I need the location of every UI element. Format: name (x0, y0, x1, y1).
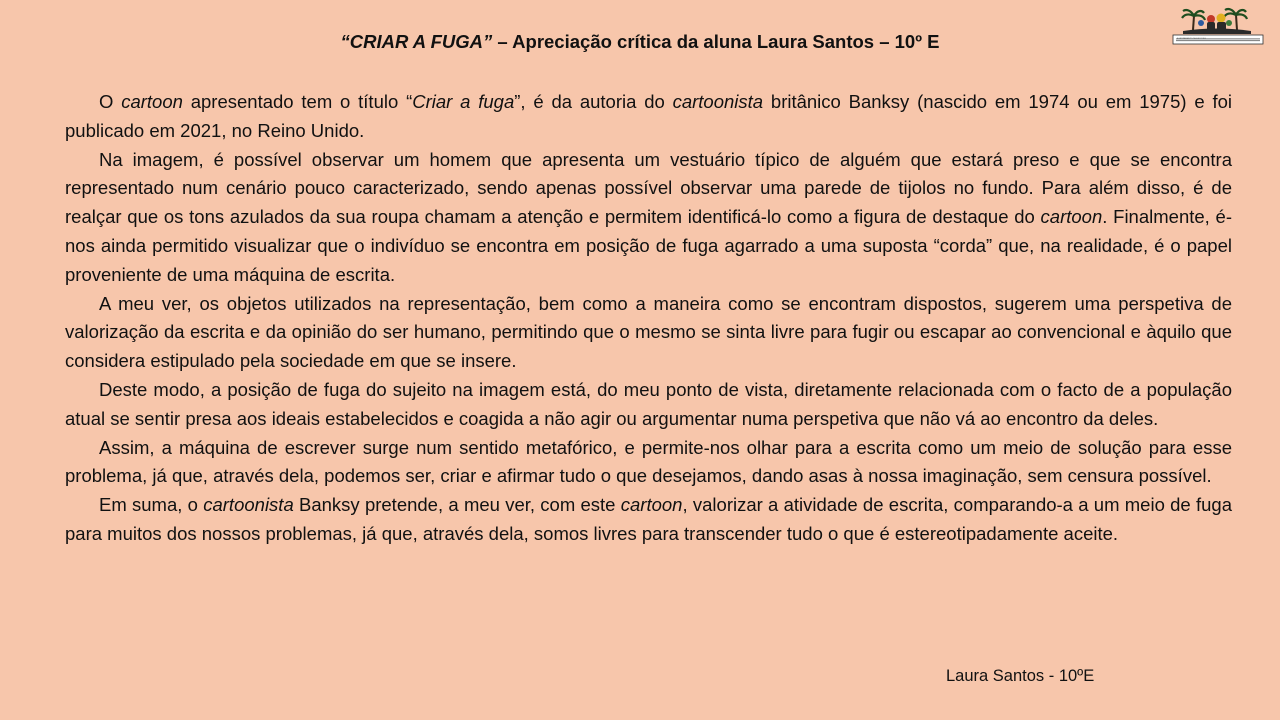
paragraph-2 (65, 146, 1232, 290)
paragraph-5 (65, 434, 1232, 492)
title-italic: “CRIAR A FUGA” (340, 31, 493, 52)
text-run: , valorizar a atividade de escrita, comparando-a a um meio de fuga para muitos dos nossos problemas, já que, através dela, somos livres para transcender tudo o que é estereotipadamente aceite. (65, 494, 1232, 544)
text-run: A meu ver, os objetos utilizados na representação, bem como a maneira como se encontram dispostos, sugerem uma perspetiva de valorização da escrita e da opinião do ser humano, permitindo que o mesmo se sinta livre para fugir ou escapar ao convencional e àquilo que considera estipulado pela sociedade em que se insere. (65, 292, 1232, 372)
text-run: apresentado tem o título “ (182, 91, 413, 112)
italic-term: cartoonista (203, 494, 294, 516)
page-title (0, 31, 1280, 53)
author-signature: Laura Santos - 10ºE (946, 667, 1095, 685)
body-text (65, 88, 1232, 549)
title-rest: – Apreciação crítica da aluna Laura Santos – 10º E (492, 31, 940, 52)
text-run: . Finalmente, é-nos ainda permitido visualizar que o indivíduo se encontra em posição de fuga agarrado a uma suposta “corda” que, na realidade, é o papel proveniente de uma máquina de escrita. (65, 206, 1232, 285)
paragraph-3 (65, 290, 1232, 376)
paragraph-1 (65, 88, 1232, 146)
text-run: Na imagem, é possível observar um homem que apresenta um vestuário típico de alguém que estará preso e que se encontra representado num cenário pouco caracterizado, sendo apenas possível observar uma parede de tijolos no fundo. Para além disso, é de realçar que os tons azulados da sua roupa chamam a atenção e permitem identificá-lo como a figura de destaque do (65, 148, 1232, 228)
italic-term: cartoon (620, 494, 683, 516)
school-logo (1171, 4, 1265, 46)
italic-term: Criar a fuga (412, 91, 515, 112)
text-run: Em suma, o (99, 494, 204, 516)
text-run: Assim, a máquina de escrever surge num sentido metafórico, e permite-nos olhar para a escrita como um meio de solução para esse problema, já que, através dela, podemos ser, criar e afirmar tudo o que desejamos, dando asas à nossa imaginação, sem censura possível. (65, 436, 1232, 487)
paragraph-4 (65, 376, 1232, 434)
text-run: O (99, 91, 122, 112)
text-run: Banksy pretende, a meu ver, com este (293, 494, 621, 516)
logo-caption: AGRUPAMENTO DE ESCOLAS (1177, 38, 1206, 40)
italic-term: cartoon (1040, 206, 1103, 228)
italic-term: cartoonista (672, 91, 764, 112)
text-run: Deste modo, a posição de fuga do sujeito na imagem está, do meu ponto de vista, diretamente relacionada com o facto de a população atual se sentir presa aos ideais estabelecidos e coagida a não agir ou argumentar numa perspetiva que não vá ao encontro da deles. (65, 378, 1232, 429)
italic-term: cartoon (121, 91, 183, 112)
text-run: ”, é da autoria do (514, 91, 673, 112)
text-run: britânico Banksy (nascido em 1974 ou em 1975) e foi publicado em 2021, no Reino Unido. (65, 91, 1232, 141)
paragraph-6 (65, 491, 1232, 549)
